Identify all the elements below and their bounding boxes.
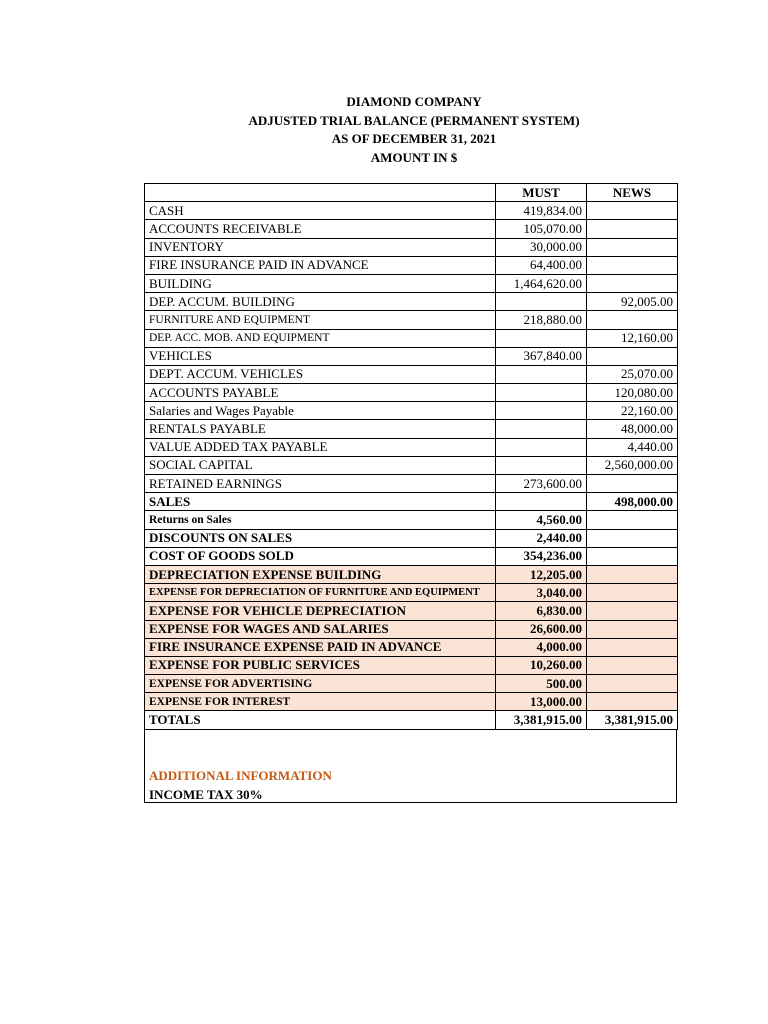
account-name: BUILDING — [145, 274, 496, 292]
account-name: CASH — [145, 202, 496, 220]
must-value: 26,600.00 — [496, 620, 587, 638]
account-name: RETAINED EARNINGS — [145, 475, 496, 493]
account-name: Returns on Sales — [145, 511, 496, 529]
account-name: EXPENSE FOR VEHICLE DEPRECIATION — [145, 602, 496, 620]
must-value: 3,040.00 — [496, 584, 587, 602]
news-value — [587, 311, 678, 329]
table-row — [145, 384, 678, 402]
totals-news: 3,381,915.00 — [587, 711, 678, 729]
account-name: RENTALS PAYABLE — [145, 420, 496, 438]
account-name: EXPENSE FOR ADVERTISING — [145, 675, 496, 693]
news-value: 92,005.00 — [587, 293, 678, 311]
totals-label: TOTALS — [145, 711, 496, 729]
additional-info-title: ADDITIONAL INFORMATION — [149, 768, 332, 783]
news-value — [587, 565, 678, 583]
header-account — [145, 184, 496, 202]
account-name: DISCOUNTS ON SALES — [145, 529, 496, 547]
news-value — [587, 529, 678, 547]
account-name: FIRE INSURANCE PAID IN ADVANCE — [145, 256, 496, 274]
table-row — [145, 311, 678, 329]
account-name: EXPENSE FOR DEPRECIATION OF FURNITURE AND EQUIPMENT — [145, 584, 496, 602]
news-value — [587, 656, 678, 674]
news-value: 48,000.00 — [587, 420, 678, 438]
trial-balance-table — [144, 183, 678, 730]
must-value — [496, 456, 587, 474]
account-name: SALES — [145, 493, 496, 511]
must-value — [496, 493, 587, 511]
account-name: COST OF GOODS SOLD — [145, 547, 496, 565]
account-name: EXPENSE FOR PUBLIC SERVICES — [145, 656, 496, 674]
income-tax-line: INCOME TAX 30% — [149, 787, 263, 802]
must-value: 10,260.00 — [496, 656, 587, 674]
table-row — [145, 638, 678, 656]
table-row — [145, 529, 678, 547]
report-header — [0, 93, 768, 167]
news-value — [587, 547, 678, 565]
totals-must: 3,381,915.00 — [496, 711, 587, 729]
must-value — [496, 402, 587, 420]
table-row — [145, 656, 678, 674]
table-row — [145, 565, 678, 583]
table-row — [145, 220, 678, 238]
must-value: 6,830.00 — [496, 602, 587, 620]
must-value — [496, 384, 587, 402]
account-name: VEHICLES — [145, 347, 496, 365]
must-value: 273,600.00 — [496, 475, 587, 493]
news-value — [587, 638, 678, 656]
must-value — [496, 420, 587, 438]
must-value: 2,440.00 — [496, 529, 587, 547]
table-row — [145, 693, 678, 711]
must-value: 30,000.00 — [496, 238, 587, 256]
account-name: EXPENSE FOR INTEREST — [145, 693, 496, 711]
must-value: 218,880.00 — [496, 311, 587, 329]
must-value: 367,840.00 — [496, 347, 587, 365]
report-unit: AMOUNT IN $ — [370, 149, 458, 165]
table-row — [145, 274, 678, 292]
table-row — [145, 675, 678, 693]
must-value: 4,000.00 — [496, 638, 587, 656]
news-value — [587, 256, 678, 274]
news-value: 12,160.00 — [587, 329, 678, 347]
news-value: 120,080.00 — [587, 384, 678, 402]
news-value: 25,070.00 — [587, 365, 678, 383]
account-name: FIRE INSURANCE EXPENSE PAID IN ADVANCE — [145, 638, 496, 656]
must-value: 354,236.00 — [496, 547, 587, 565]
totals-row — [145, 711, 678, 729]
table-row — [145, 238, 678, 256]
must-value: 13,000.00 — [496, 693, 587, 711]
header-news: NEWS — [587, 184, 678, 202]
must-value — [496, 329, 587, 347]
table-row — [145, 602, 678, 620]
company-name: DIAMOND COMPANY — [346, 94, 482, 109]
account-name: FURNITURE AND EQUIPMENT — [145, 311, 496, 329]
table-row — [145, 420, 678, 438]
account-name: DEP. ACC. MOB. AND EQUIPMENT — [145, 329, 496, 347]
account-name: EXPENSE FOR WAGES AND SALARIES — [145, 620, 496, 638]
news-value — [587, 693, 678, 711]
account-name: SOCIAL CAPITAL — [145, 456, 496, 474]
account-name: ACCOUNTS PAYABLE — [145, 384, 496, 402]
news-value — [587, 620, 678, 638]
table-row — [145, 347, 678, 365]
table-row — [145, 402, 678, 420]
header-must: MUST — [496, 184, 587, 202]
account-name: VALUE ADDED TAX PAYABLE — [145, 438, 496, 456]
report-title: ADJUSTED TRIAL BALANCE (PERMANENT SYSTEM) — [248, 112, 580, 128]
additional-info-box — [144, 730, 677, 803]
must-value — [496, 365, 587, 383]
table-row — [145, 584, 678, 602]
table-row — [145, 475, 678, 493]
news-value — [587, 675, 678, 693]
news-value — [587, 511, 678, 529]
news-value — [587, 347, 678, 365]
table-row — [145, 293, 678, 311]
table-row — [145, 438, 678, 456]
table-row — [145, 493, 678, 511]
report-date: AS OF DECEMBER 31, 2021 — [331, 131, 497, 146]
news-value — [587, 202, 678, 220]
must-value: 419,834.00 — [496, 202, 587, 220]
must-value: 1,464,620.00 — [496, 274, 587, 292]
news-value — [587, 238, 678, 256]
account-name: ACCOUNTS RECEIVABLE — [145, 220, 496, 238]
must-value: 105,070.00 — [496, 220, 587, 238]
table-row — [145, 511, 678, 529]
must-value: 4,560.00 — [496, 511, 587, 529]
table-header-row — [145, 184, 678, 202]
account-name: INVENTORY — [145, 238, 496, 256]
table-row — [145, 365, 678, 383]
news-value — [587, 274, 678, 292]
news-value — [587, 220, 678, 238]
must-value: 500.00 — [496, 675, 587, 693]
table-row — [145, 456, 678, 474]
news-value: 4,440.00 — [587, 438, 678, 456]
account-name: DEPT. ACCUM. VEHICLES — [145, 365, 496, 383]
table-row — [145, 329, 678, 347]
must-value: 64,400.00 — [496, 256, 587, 274]
news-value — [587, 475, 678, 493]
news-value: 498,000.00 — [587, 493, 678, 511]
must-value: 12,205.00 — [496, 565, 587, 583]
table-row — [145, 620, 678, 638]
table-row — [145, 256, 678, 274]
table-row — [145, 547, 678, 565]
table-row — [145, 202, 678, 220]
must-value — [496, 438, 587, 456]
news-value: 22,160.00 — [587, 402, 678, 420]
account-name: Salaries and Wages Payable — [145, 402, 496, 420]
news-value: 2,560,000.00 — [587, 456, 678, 474]
news-value — [587, 602, 678, 620]
account-name: DEPRECIATION EXPENSE BUILDING — [145, 565, 496, 583]
account-name: DEP. ACCUM. BUILDING — [145, 293, 496, 311]
news-value — [587, 584, 678, 602]
must-value — [496, 293, 587, 311]
